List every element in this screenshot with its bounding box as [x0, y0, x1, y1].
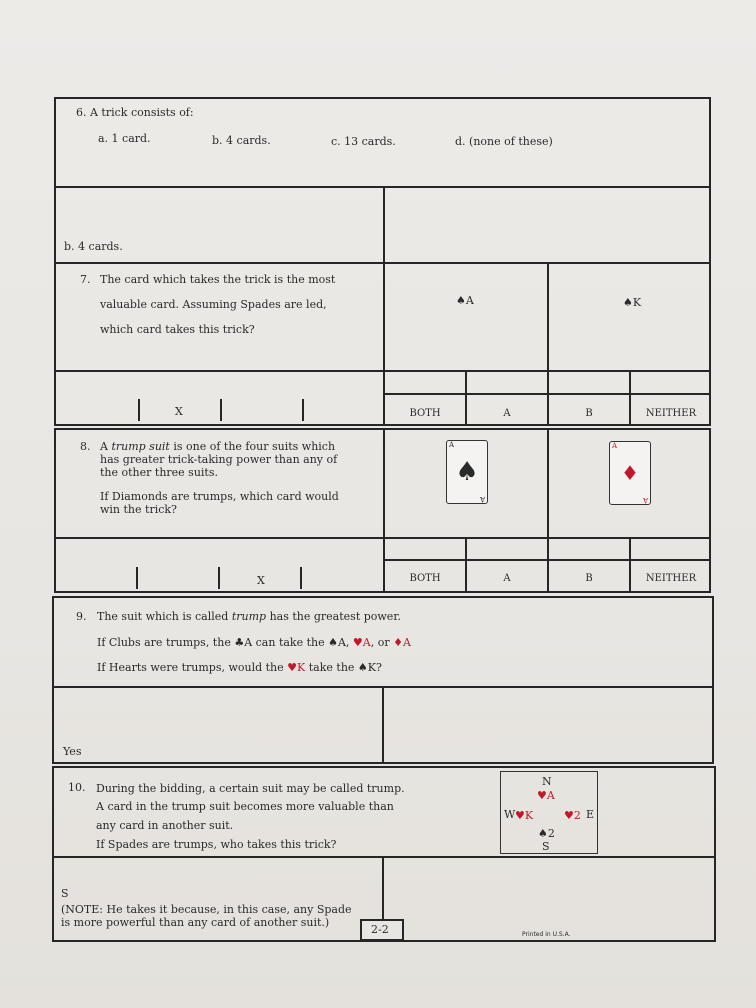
q7-line: valuable card. Assuming Spades are led, [100, 298, 327, 311]
q8-line4: If Diamonds are trumps, which card would [100, 490, 339, 503]
q8-line3: the other three suits. [100, 466, 218, 479]
divider [629, 539, 631, 593]
divider [383, 393, 711, 395]
choice-a[interactable]: A [503, 408, 511, 419]
text: If Clubs are trumps, the [97, 636, 235, 649]
q8-line5: win the trick? [100, 503, 177, 516]
choice-both[interactable]: BOTH [409, 573, 441, 584]
south-card: ♠2 [538, 827, 555, 840]
q6-option-d: d. (none of these) [455, 135, 553, 148]
q9-number: 9. [76, 610, 87, 623]
heart-ace: ♥A [352, 636, 371, 649]
choice-a[interactable]: A [503, 573, 511, 584]
divider [383, 186, 385, 262]
q8-line2: has greater trick-taking power than any of [100, 453, 338, 466]
answer-tick [302, 399, 304, 421]
page-number: 2-2 [371, 923, 389, 936]
text: A, [337, 636, 353, 649]
trick-diagram [500, 771, 598, 854]
printed-in-usa: Printed in U.S.A. [522, 931, 571, 938]
divider [383, 559, 711, 561]
club-icon: ♣ [234, 636, 245, 649]
divider [52, 856, 716, 858]
divider [383, 428, 385, 593]
q7-card-b [623, 296, 641, 309]
west-card: ♥K [515, 809, 534, 822]
text: , or [370, 636, 394, 649]
south-label: S [542, 840, 550, 853]
text: A can take the [244, 636, 329, 649]
q10-number: 10. [68, 781, 86, 794]
divider [547, 262, 549, 426]
east-card: ♥2 [564, 809, 581, 822]
q6-answer: b. 4 cards. [64, 240, 123, 253]
q9-answer: Yes [63, 745, 82, 758]
text: K? [367, 661, 382, 674]
text: A [100, 440, 112, 453]
spade-icon: ♠ [456, 294, 466, 307]
choice-neither[interactable]: NEITHER [645, 408, 697, 419]
q9-line3 [97, 661, 382, 674]
q7-number: 7. [80, 273, 91, 286]
spade-icon: ♠ [623, 296, 633, 309]
answer-tick [220, 399, 222, 421]
q8-mark: X [257, 574, 265, 587]
spade-icon: ♠ [455, 457, 479, 487]
q10-line: A card in the trump suit becomes more valuable than [96, 800, 394, 813]
heart-king: ♥K [287, 661, 306, 674]
rank: K [632, 296, 642, 309]
divider [547, 428, 549, 593]
q6-option-a: a. 1 card. [98, 132, 151, 145]
rank: A [642, 496, 648, 504]
term: trump [231, 610, 267, 623]
diamond-ace: ♦A [393, 636, 411, 649]
q6-option-b: b. 4 cards. [212, 134, 271, 147]
q10-answer: S [61, 887, 69, 900]
answer-tick [218, 567, 220, 589]
north-label: N [542, 775, 552, 788]
choice-b[interactable]: B [585, 408, 593, 419]
q9-line1 [97, 610, 401, 623]
q10-line: During the bidding, a certain suit may be called trump. [96, 782, 405, 795]
q8-number: 8. [80, 440, 91, 453]
divider [383, 262, 385, 426]
ace-of-diamonds-card [609, 441, 651, 505]
answer-tick [136, 567, 138, 589]
north-card: ♥A [537, 789, 555, 802]
spade-icon: ♠ [357, 661, 368, 674]
q9-line2 [97, 636, 411, 649]
diamond-icon: ♦ [621, 461, 639, 485]
answer-tick [138, 399, 140, 421]
q6-option-c: c. 13 cards. [331, 135, 396, 148]
q8-line1 [100, 440, 335, 453]
text: The suit which is called [97, 610, 232, 623]
q7-card-a [456, 294, 474, 307]
text: has the greatest power. [266, 610, 401, 623]
q10-note2: is more powerful than any card of another suit.) [61, 916, 330, 929]
rank: A [465, 294, 474, 307]
west-label: W [504, 808, 516, 821]
rank: A [612, 442, 618, 450]
text: is one of the four suits which [169, 440, 336, 453]
answer-tick [300, 567, 302, 589]
east-label: E [586, 808, 595, 821]
choice-both[interactable]: BOTH [409, 408, 441, 419]
term: trump suit [111, 440, 170, 453]
q6-question: 6. A trick consists of: [76, 106, 194, 119]
rank: A [479, 495, 485, 503]
choice-b[interactable]: B [585, 573, 593, 584]
ace-of-spades-card [446, 440, 488, 504]
divider [465, 539, 467, 593]
spade-icon: ♠ [328, 636, 338, 649]
text: If Hearts were trumps, would the [97, 661, 288, 674]
choice-neither[interactable]: NEITHER [645, 573, 697, 584]
rank: A [449, 441, 455, 449]
q10-line: If Spades are trumps, who takes this trick? [96, 838, 337, 851]
q7-line: which card takes this trick? [100, 323, 255, 336]
q10-line: any card in another suit. [96, 819, 234, 832]
text: take the [305, 661, 358, 674]
q7-mark: X [175, 405, 183, 418]
divider [382, 688, 384, 764]
q7-line: The card which takes the trick is the most [100, 273, 336, 286]
q10-note1: (NOTE: He takes it because, in this case, any Spade [61, 903, 352, 916]
